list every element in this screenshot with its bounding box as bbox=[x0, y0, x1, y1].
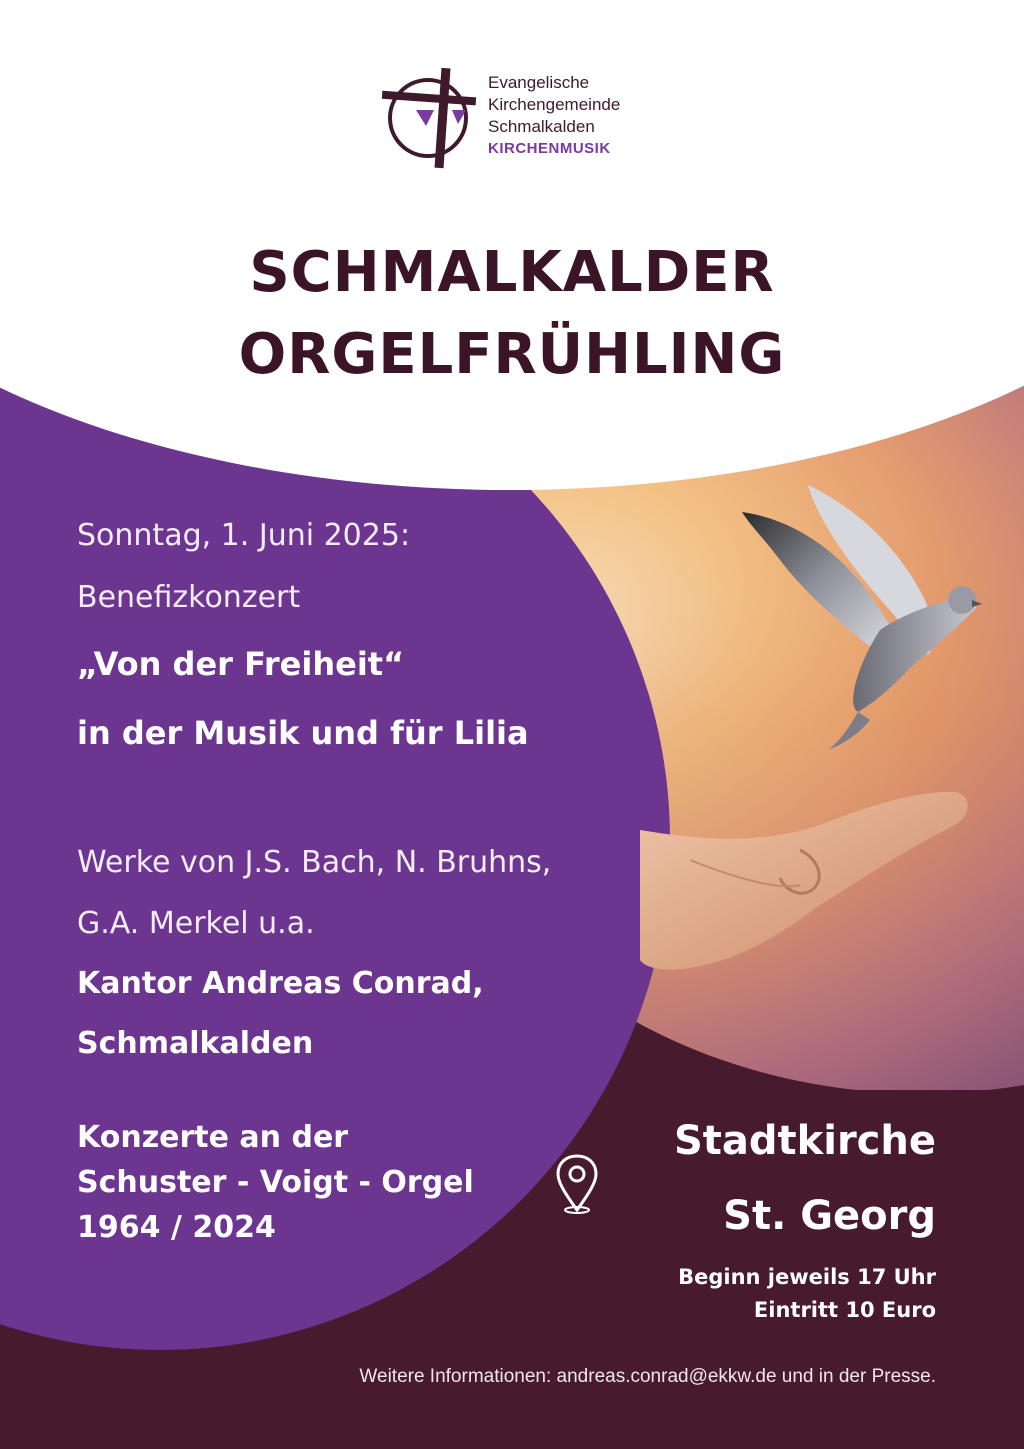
series-line-3: 1964 / 2024 bbox=[77, 1210, 276, 1245]
title-line-1: SCHMALKALDER bbox=[249, 240, 775, 305]
series-line-2: Schuster - Voigt - Orgel bbox=[77, 1165, 474, 1200]
event-name-line-2: in der Musik und für Lilia bbox=[77, 714, 529, 752]
logo-line-3: Schmalkalden bbox=[488, 117, 595, 136]
event-name-line-1: „Von der Freiheit“ bbox=[77, 645, 405, 683]
logo-line-4: KIRCHENMUSIK bbox=[488, 140, 611, 157]
title-line-2: ORGELFRÜHLING bbox=[238, 322, 786, 387]
series-line-1: Konzerte an der bbox=[77, 1120, 349, 1155]
performer-line-2: Schmalkalden bbox=[77, 1026, 314, 1061]
logo-line-2: Kirchengemeinde bbox=[488, 95, 621, 114]
venue-line-2: St. Georg bbox=[723, 1193, 936, 1239]
works-line-1: Werke von J.S. Bach, N. Bruhns, bbox=[77, 845, 552, 880]
works-line-2: G.A. Merkel u.a. bbox=[77, 906, 315, 941]
logo-line-1: Evangelische bbox=[488, 73, 590, 92]
location-pin-icon bbox=[554, 1152, 600, 1214]
venue-price: Eintritt 10 Euro bbox=[753, 1298, 936, 1322]
logo-text bbox=[488, 72, 620, 160]
venue-line-1: Stadtkirche bbox=[673, 1118, 936, 1164]
event-type: Benefizkonzert bbox=[77, 580, 301, 615]
cross-circle-icon bbox=[380, 66, 480, 170]
event-date: Sonntag, 1. Juni 2025: bbox=[77, 518, 411, 553]
venue-time: Beginn jeweils 17 Uhr bbox=[678, 1265, 936, 1289]
performer-line-1: Kantor Andreas Conrad, bbox=[77, 966, 484, 1001]
footer-info: Weitere Informationen: andreas.conrad@ekkw.de und in der Presse. bbox=[359, 1366, 936, 1387]
